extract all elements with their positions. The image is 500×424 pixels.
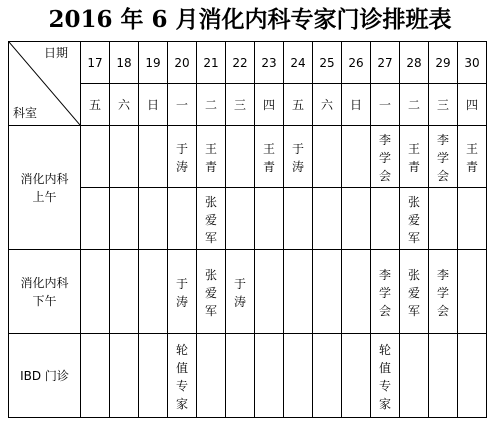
doctor-name: 王 青 [262, 141, 275, 174]
weekday-cell: 二 [197, 84, 226, 126]
dept-label: 消化内科 [20, 171, 69, 186]
doctor-slot [371, 188, 400, 250]
weekday-cell: 三 [429, 84, 458, 126]
doctor-slot [313, 334, 342, 418]
doctor-slot [284, 126, 313, 188]
doctor-slot [81, 250, 110, 334]
date-cell: 21 [197, 42, 226, 84]
weekday-cell: 一 [371, 84, 400, 126]
doctor-slot [458, 250, 487, 334]
dept-cell [9, 334, 81, 418]
doctor-slot [139, 188, 168, 250]
doctor-slot [226, 334, 255, 418]
doctor-slot [342, 250, 371, 334]
doctor-slot [255, 188, 284, 250]
dept-label: IBD 门诊 [20, 368, 69, 383]
weekday-cell: 六 [313, 84, 342, 126]
doctor-slot [284, 250, 313, 334]
doctor-slot [255, 334, 284, 418]
date-cell: 30 [458, 42, 487, 84]
doctor-slot [197, 334, 226, 418]
weekday-cell: 五 [284, 84, 313, 126]
schedule-row [9, 334, 487, 418]
weekday-cell: 二 [400, 84, 429, 126]
doctor-slot [458, 334, 487, 418]
doctor-slot [197, 126, 226, 188]
weekday-cell: 三 [226, 84, 255, 126]
doctor-slot [197, 250, 226, 334]
doctor-slot [429, 334, 458, 418]
doctor-name: 张 爱 军 [204, 267, 217, 318]
date-cell: 25 [313, 42, 342, 84]
page-title: 2016 年 6 月消化内科专家门诊排班表 [48, 6, 452, 33]
date-cell: 17 [81, 42, 110, 84]
doctor-slot [400, 188, 429, 250]
doctor-name: 于 涛 [291, 141, 304, 174]
weekday-cell: 一 [168, 84, 197, 126]
doctor-slot [168, 188, 197, 250]
doctor-name: 王 青 [204, 141, 217, 174]
schedule-row [9, 250, 487, 334]
doctor-slot [313, 250, 342, 334]
doctor-slot [342, 188, 371, 250]
doctor-slot [255, 126, 284, 188]
doctor-name: 轮 值 专 家 [175, 342, 188, 411]
doctor-slot [342, 334, 371, 418]
dept-label: 下午 [32, 293, 57, 308]
date-cell: 23 [255, 42, 284, 84]
dept-label: 消化内科 [20, 275, 69, 290]
weekday-cell: 日 [342, 84, 371, 126]
doctor-slot [284, 334, 313, 418]
date-cell: 29 [429, 42, 458, 84]
doctor-slot [81, 126, 110, 188]
dept-cell [9, 250, 81, 334]
doctor-slot [139, 126, 168, 188]
doctor-slot [110, 126, 139, 188]
doctor-slot [400, 334, 429, 418]
header-corner [9, 42, 81, 126]
doctor-name: 于 涛 [233, 276, 246, 309]
corner-date-label: 日期 [43, 46, 68, 60]
doctor-name: 于 涛 [175, 141, 188, 174]
date-cell: 24 [284, 42, 313, 84]
doctor-name: 王 青 [465, 141, 478, 174]
doctor-slot [110, 250, 139, 334]
doctor-slot [429, 188, 458, 250]
doctor-slot [139, 334, 168, 418]
doctor-slot [197, 188, 226, 250]
doctor-slot [458, 188, 487, 250]
date-cell: 18 [110, 42, 139, 84]
doctor-slot [168, 250, 197, 334]
doctor-name: 轮 值 专 家 [378, 342, 391, 411]
weekday-cell: 日 [139, 84, 168, 126]
doctor-slot [371, 334, 400, 418]
doctor-slot [371, 126, 400, 188]
doctor-slot [429, 250, 458, 334]
dept-label: 上午 [32, 189, 57, 204]
doctor-name: 王 青 [407, 141, 420, 174]
corner-dept-label: 科室 [13, 106, 38, 120]
doctor-name: 张 爱 军 [407, 267, 420, 318]
schedule-table [8, 41, 487, 418]
doctor-slot [81, 188, 110, 250]
doctor-name: 李 学 会 [378, 267, 391, 318]
doctor-slot [168, 334, 197, 418]
date-cell: 19 [139, 42, 168, 84]
doctor-name: 李 学 会 [378, 132, 391, 183]
doctor-slot [110, 334, 139, 418]
date-row [9, 42, 487, 84]
weekday-cell: 六 [110, 84, 139, 126]
schedule-row [9, 126, 487, 188]
doctor-slot [284, 188, 313, 250]
weekday-cell: 五 [81, 84, 110, 126]
doctor-slot [226, 188, 255, 250]
dept-cell [9, 126, 81, 250]
doctor-slot [110, 188, 139, 250]
date-cell: 26 [342, 42, 371, 84]
weekday-cell: 四 [255, 84, 284, 126]
date-cell: 28 [400, 42, 429, 84]
schedule-row [9, 188, 487, 250]
doctor-name: 于 涛 [175, 276, 188, 309]
date-cell: 22 [226, 42, 255, 84]
doctor-slot [226, 126, 255, 188]
date-cell: 20 [168, 42, 197, 84]
doctor-slot [342, 126, 371, 188]
doctor-name: 李 学 会 [436, 267, 449, 318]
doctor-slot [371, 250, 400, 334]
doctor-slot [81, 334, 110, 418]
doctor-slot [400, 250, 429, 334]
doctor-slot [168, 126, 197, 188]
doctor-slot [458, 126, 487, 188]
doctor-name: 张 爱 军 [204, 194, 217, 245]
doctor-slot [313, 126, 342, 188]
doctor-slot [139, 250, 168, 334]
doctor-slot [400, 126, 429, 188]
doctor-slot [313, 188, 342, 250]
weekday-cell: 四 [458, 84, 487, 126]
doctor-name: 李 学 会 [436, 132, 449, 183]
doctor-slot [429, 126, 458, 188]
doctor-slot [226, 250, 255, 334]
doctor-slot [255, 250, 284, 334]
doctor-name: 张 爱 军 [407, 194, 420, 245]
date-cell: 27 [371, 42, 400, 84]
